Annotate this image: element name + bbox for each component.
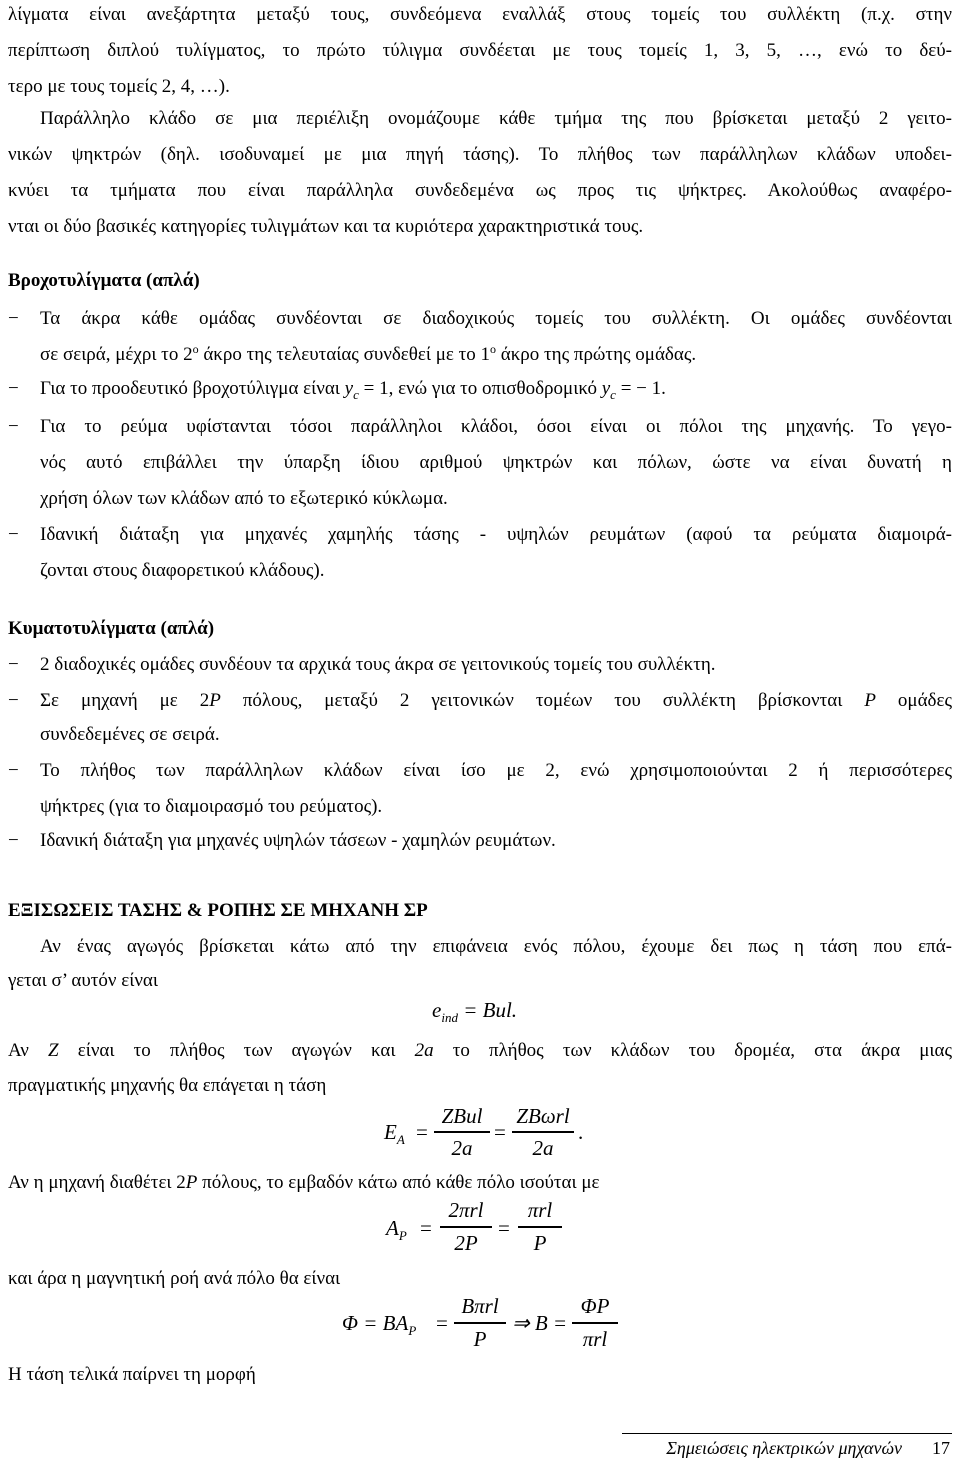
bullet-dash: − — [8, 308, 19, 329]
subscript: P — [408, 1323, 417, 1338]
text-span: πόλους, μεταξύ 2 γειτονικών τομέων του συλλέκτη βρίσκονται — [220, 690, 865, 711]
paragraph-line: περίπτωση διπλού τυλίγματος, το πρώτο τύλιγμα συνδέεται με τους τομείς 1, 3, 5, …, ενώ το δεύ- — [8, 40, 952, 61]
equals-sign: = — [436, 1311, 448, 1335]
text-span: το πλήθος των κλάδων του δρομέα, στα άκρα μιας — [433, 1040, 952, 1061]
fraction-bar — [434, 1131, 490, 1133]
fraction-numerator: ZBωrl — [516, 1104, 570, 1128]
math-text: = − 1. — [615, 378, 666, 399]
equation-ap-lhs — [386, 1216, 407, 1243]
bullet-line: ψήκτρες (για το διαμοιρασμό του ρεύματος). — [40, 796, 383, 817]
math-var: E — [384, 1120, 397, 1144]
fraction-denominator: 2P — [454, 1231, 478, 1255]
equation-ea-lhs — [384, 1120, 405, 1147]
fraction-bar — [440, 1226, 492, 1228]
equals-sign: = — [498, 1216, 510, 1240]
text-span: , ενώ για το οπισθοδρομικό — [388, 378, 602, 399]
math-var: e — [432, 998, 442, 1022]
paragraph-line: πραγματικής μηχανής θα επάγεται η τάση — [8, 1075, 327, 1096]
bullet-line: νός αυτό επιβάλλει την ύπαρξη ίδιου αριθμού ψηκτρών και πόλων, ώστε να είναι δυνατή η — [40, 452, 952, 473]
bullet-line: Τα άκρα κάθε ομάδας συνδέονται σε διαδοχικούς τομείς του συλλέκτη. Οι ομάδες συνδέονται — [40, 308, 952, 329]
bullet-dash: − — [8, 654, 19, 675]
subscript: c — [610, 387, 616, 402]
superscript: ο — [192, 342, 199, 356]
math-var: y — [344, 378, 354, 399]
section-heading-equations: ΕΞΙΣΩΣΕΙΣ ΤΑΣΗΣ & ΡΟΠΗΣ ΣΕ ΜΗΧΑΝΗ ΣΡ — [8, 900, 428, 921]
math-var: A — [386, 1216, 399, 1240]
bullet-dash: − — [8, 830, 19, 851]
math-var: P — [209, 690, 221, 711]
subscript: P — [398, 1228, 407, 1243]
text-span: είναι το πλήθος των αγωγών και — [58, 1040, 415, 1061]
math-text: = Bul. — [457, 998, 518, 1022]
equals-sign: = — [416, 1120, 428, 1144]
math-var: 2a — [414, 1040, 434, 1061]
fraction-numerator: ΦP — [580, 1294, 610, 1318]
text-span: Αν η μηχανή διαθέτει 2 — [8, 1172, 186, 1193]
bullet-dash: − — [8, 378, 19, 399]
footer-rule — [622, 1433, 952, 1434]
bullet-line — [40, 690, 952, 712]
subscript: ind — [441, 1010, 458, 1025]
bullet-line: Ιδανική διάταξη για μηχανές χαμηλής τάσης - υψηλών ρευμάτων (αφού τα ρεύματα διαμοιρά- — [40, 524, 952, 545]
text-span: Για το προοδευτικό βροχοτύλιγμα είναι — [40, 378, 345, 399]
paragraph-line: γεται σ’ αυτόν είναι — [8, 970, 158, 991]
paragraph-line: νται οι δύο βασικές κατηγορίες τυλιγμάτων και τα κυριότερα χαρακτηριστικά τους. — [8, 216, 644, 237]
superscript: ο — [490, 342, 496, 356]
bullet-line: 2 διαδοχικές ομάδες συνδέουν τα αρχικά τους άκρα σε γειτονικούς τομείς του συλλέκτη. — [40, 654, 716, 675]
text-span: άκρο της πρώτης ομάδας. — [496, 344, 697, 365]
fraction-denominator: πrl — [582, 1327, 608, 1351]
text-span: σε σειρά, μέχρι το 2 — [40, 344, 193, 365]
footer-title: Σημειώσεις ηλεκτρικών μηχανών — [666, 1438, 902, 1458]
page-number: 17 — [932, 1438, 950, 1458]
text-span: πόλους, το εμβαδόν κάτω από κάθε πόλο ισούται με — [197, 1172, 600, 1193]
fraction-denominator: P — [533, 1231, 547, 1255]
fraction-numerator: πrl — [527, 1198, 553, 1222]
text-span: Αν — [8, 1040, 49, 1061]
math-var: P — [185, 1172, 198, 1193]
subscript: A — [396, 1132, 405, 1147]
fraction-denominator: 2a — [451, 1136, 473, 1160]
paragraph-line: και άρα η μαγνητική ροή ανά πόλο θα είναι — [8, 1268, 341, 1289]
equation-emf — [432, 998, 518, 1025]
bullet-line — [40, 344, 952, 366]
bullet-dash: − — [8, 524, 19, 545]
fraction-numerator: Bπrl — [461, 1294, 499, 1318]
bullet-line: ζονται στους διαφορετικού κλάδους). — [40, 560, 325, 581]
implies-expression: ⇒ B = — [512, 1311, 568, 1335]
math-var: y — [601, 378, 611, 399]
equals-sign: = — [420, 1216, 432, 1240]
fraction-bar — [512, 1131, 574, 1133]
fraction-bar — [454, 1322, 506, 1324]
paragraph-line: Η τάση τελικά παίρνει τη μορφή — [8, 1364, 256, 1385]
text-span: άκρο της τελευταίας συνδεθεί με το 1 — [198, 344, 490, 365]
paragraph-line: νικών ψηκτρών (δηλ. ισοδυναμεί με μια πηγή τάσης). Το πλήθος των παράλληλων κλάδων υποδει- — [8, 144, 952, 165]
text-span: Σε μηχανή με 2 — [40, 690, 210, 711]
paragraph-line: κνύει τα τμήματα που είναι παράλληλα συνδεδεμένα ως προς τις ψήκτρες. Ακολούθως αναφέρο- — [8, 180, 952, 201]
paragraph-line: Παράλληλο κλάδο σε μια περιέλιξη ονομάζουμε κάθε τμήμα της που βρίσκεται μεταξύ 2 γειτο- — [40, 108, 952, 129]
math-text: Φ = BA — [342, 1311, 409, 1335]
bullet-line: Ιδανική διάταξη για μηχανές υψηλών τάσεων - χαμηλών ρευμάτων. — [40, 830, 556, 851]
bullet-dash: − — [8, 690, 19, 711]
math-text: = 1 — [358, 378, 389, 399]
fraction-denominator: 2a — [532, 1136, 554, 1160]
paragraph-line — [8, 1172, 952, 1194]
bullet-line: Το πλήθος των παράλληλων κλάδων είναι ίσο με 2, ενώ χρησιμοποιούνται 2 ή περισσότερες — [40, 760, 952, 781]
bullet-line — [40, 378, 952, 400]
bullet-line: συνδεδεμένες σε σειρά. — [40, 724, 220, 745]
fraction-bar — [518, 1226, 562, 1228]
section-heading-wave: Κυματοτυλίγματα (απλά) — [8, 618, 215, 639]
paragraph-line — [8, 1040, 952, 1062]
bullet-dash: − — [8, 416, 19, 437]
paragraph-line: λίγματα είναι ανεξάρτητα μεταξύ τους, συνδεόμενα εναλλάξ στους τομείς του συλλέκτη (π.χ. στην — [8, 4, 952, 25]
bullet-line: Για το ρεύμα υφίστανται τόσοι παράλληλοι κλάδοι, όσοι είναι οι πόλοι της μηχανής. Το γεγο- — [40, 416, 952, 437]
period: . — [578, 1120, 584, 1144]
equation-flux-lhs — [342, 1311, 417, 1338]
text-span: ομάδες — [875, 690, 952, 711]
math-var: Z — [48, 1040, 59, 1061]
paragraph-line: τερο με τους τομείς 2, 4, …). — [8, 76, 230, 97]
bullet-line: χρήση όλων των κλάδων από το εξωτερικό κύκλωμα. — [40, 488, 448, 509]
fraction-denominator: P — [473, 1327, 487, 1351]
equals-sign: = — [494, 1120, 506, 1144]
bullet-dash: − — [8, 760, 19, 781]
subscript: c — [353, 387, 359, 402]
fraction-numerator: 2πrl — [448, 1198, 484, 1222]
fraction-bar — [572, 1322, 618, 1324]
section-heading-lap: Βροχοτυλίγματα (απλά) — [8, 270, 200, 291]
math-var: P — [864, 690, 876, 711]
paragraph-line: Αν ένας αγωγός βρίσκεται κάτω από την επιφάνεια ενός πόλου, έχουμε δει πως η τάση που επά- — [40, 936, 952, 957]
fraction-numerator: ZBul — [441, 1104, 483, 1128]
